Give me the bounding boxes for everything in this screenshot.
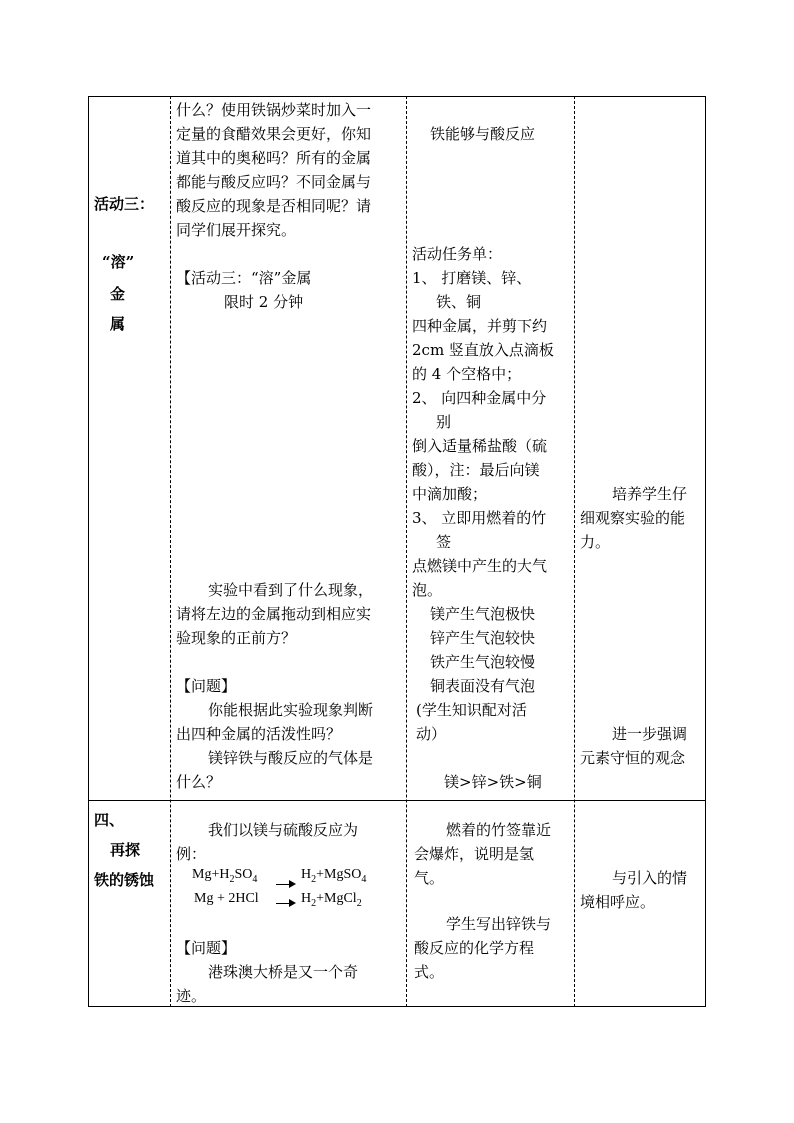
- student-response-top: 铁能够与酸反应: [430, 125, 536, 143]
- reaction-arrow-icon: [276, 884, 294, 885]
- row-divider: [88, 800, 706, 801]
- equation-2-products: $H_2+MgCl_2$: [301, 891, 362, 909]
- activity-title: 【活动三：“溶”金属: [176, 269, 312, 287]
- activity-heading: 活动三：: [94, 195, 155, 213]
- activity-subheading-char1: 金: [110, 285, 126, 303]
- section-title-2: 铁的锈蚀: [94, 871, 155, 889]
- column-divider-2: [406, 96, 407, 1007]
- equation-1-reactants: $Mg+H_2SO_4$: [192, 867, 258, 885]
- reaction-arrow-icon: [276, 903, 294, 904]
- section-title-1: 再探: [110, 841, 141, 859]
- question-label: 【问题】: [176, 677, 237, 695]
- section-number: 四、: [94, 811, 125, 829]
- question-label-2: 【问题】: [176, 939, 237, 957]
- activity-order: 镁>锌>铁>铜: [444, 773, 542, 791]
- activity-subheading-char2: 属: [110, 315, 126, 333]
- time-limit: 限时 2 分钟: [224, 293, 304, 311]
- activity-subheading-quote: “溶”: [102, 253, 135, 271]
- column-divider-3: [574, 96, 575, 1007]
- equation-2-reactants: Mg + 2HCl: [194, 891, 259, 906]
- column-divider-1: [170, 96, 171, 1007]
- document-page: 活动三： “溶” 金 属 什么？使用铁锅炒菜时加入一 定量的食醋效果会更好，你知 道其中的奥秘吗？所有的金属 都能与酸反应吗？不同金属与 酸反应的现象是否相同呢？请 同学们展开探究。 【活动三：“溶”金属 限时 2 分钟 实验中看到了什么现象， 请将左边的金属拖动到相应实 验现象的正前方？ 【问题】 你能根据此实验现象判断 出四种金属的活泼性吗？ 镁锌铁与酸反应的气体是 什么？ 铁能够与酸反应 活动任务单： 1、 打磨镁、锌、 铁、铜 四种金属，并剪下约 2cm 竖直放入点滴板 的 4 个空格中； 2、 向四种金属中分 别 倒入适量稀盐酸（硫 酸），注：最后向镁 中滴加酸； 3、 立即用燃着的竹 签 点燃镁中产生的大气 泡。 镁产生气泡极快 锌产生气泡较快 铁产生气泡较慢 铜表面没有气泡 (学生知识配对活 动） 镁>锌>铁>铜 培养学生仔 细观察实验的能 力。 进一步强调 元素守恒的观念 四、 再探 铁的锈蚀 我们以镁与硫酸反应为 例： $Mg+H_2SO_4$ $H_2+MgSO_4$ Mg + 2HCl $H_2+MgCl_2$ 【问题】 港珠澳大桥是又一个奇 迹。 燃着的竹签靠近 会爆炸，说明是氢 气。 学生写出锌铁与 酸反应的化学方程 式。 与引入的情 境相呼应。: [0, 0, 794, 1123]
- equation-1-products: $H_2+MgSO_4$: [301, 867, 367, 885]
